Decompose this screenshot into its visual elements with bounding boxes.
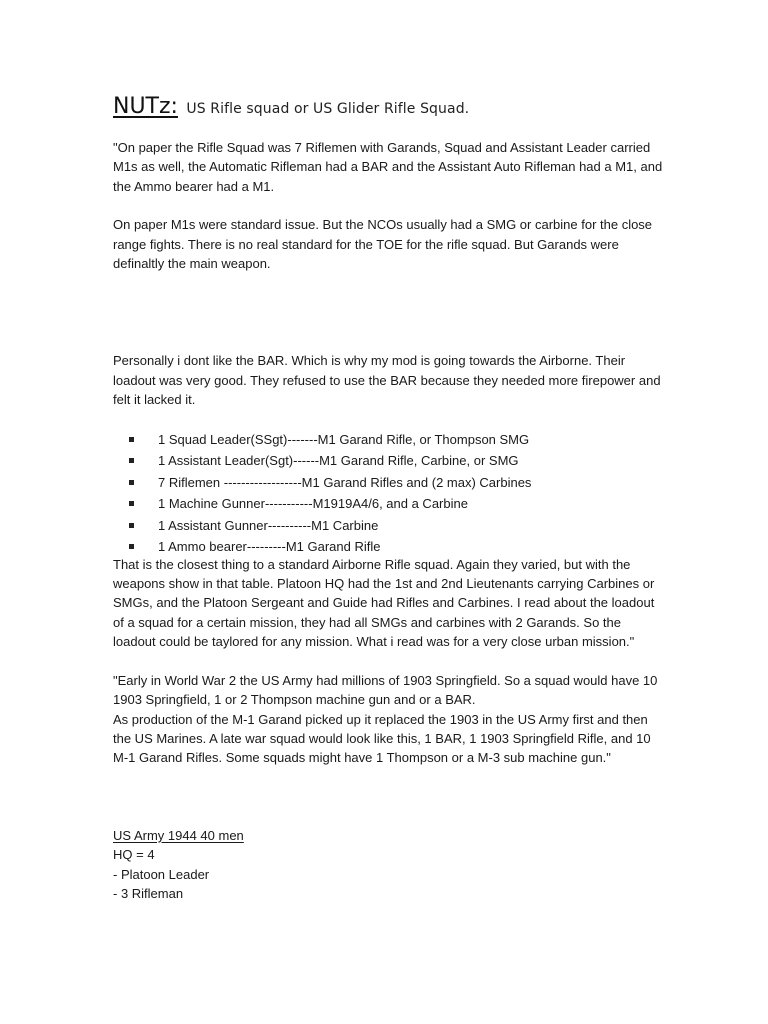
list-item: 7 Riflemen ------------------M1 Garand Rifles and (2 max) Carbines [113, 472, 663, 494]
paragraph-early-war-springfield: "Early in World War 2 the US Army had millions of 1903 Springfield. So a squad would have 10 1903 Springfield, 1 or 2 Thompson machine gun and or a BAR. [113, 672, 658, 708]
square-bullet-icon [129, 523, 134, 528]
army-line-riflemen: - 3 Rifleman [113, 885, 184, 901]
paragraph-airborne-squad: That is the closest thing to a standard Airborne Rifle squad. Again they varied, but with the weapons show in that table. Platoon HQ had the 1st and 2nd Lieutenants carrying Carbines or SMGs, and the Platoon Sergeant and Guide had Rifles and Carbines. I read about the loadout of a squad for a certain mission, they had all SMGs and carbines with 2 Garands. So the loadout could be taylored for any mission. What i read was for a very close urban mission." [113, 556, 655, 650]
army-line-hq: HQ = 4 [113, 847, 155, 863]
army-line-platoon-leader: - Platoon Leader [113, 866, 210, 882]
square-bullet-icon [129, 458, 134, 463]
paragraph-late-war-garand: As production of the M-1 Garand picked up it replaced the 1903 in the US Army first and then the US Marines. A late war squad would look like this, 1 BAR, 1 1903 Springfield Rifle, and 10 M-1 Garand Rifles. Some squads might have 1 Thompson or a M-3 sub machine gun." [113, 711, 651, 766]
list-item: 1 Squad Leader(SSgt)-------M1 Garand Rifle, or Thompson SMG [113, 429, 663, 451]
list-item: 1 Ammo bearer---------M1 Garand Rifle [113, 536, 663, 558]
paragraph-rifle-squad-on-paper: "On paper the Rifle Squad was 7 Riflemen with Garands, Squad and Assistant Leader carried M1s as well, the Automatic Rifleman had a BAR and the Assistant Auto Rifleman had a M1, and the Ammo bearer had a M1. [113, 140, 663, 194]
list-item: 1 Assistant Leader(Sgt)------M1 Garand Rifle, Carbine, or SMG [113, 450, 663, 472]
square-bullet-icon [129, 501, 134, 506]
title-subtitle: US Rifle squad or US Glider Rifle Squad. [186, 101, 470, 117]
title-main: NUTz: [113, 94, 178, 119]
square-bullet-icon [129, 437, 134, 442]
squad-loadout-list [113, 429, 663, 558]
paragraph-m1-standard-issue: On paper M1s were standard issue. But the NCOs usually had a SMG or carbine for the close range fights. There is no real standard for the TOE for the rifle squad. But Garands were definaltly the main weapon. [113, 217, 653, 272]
paragraph-personal-opinion: Personally i dont like the BAR. Which is why my mod is going towards the Airborne. Their loadout was very good. They refused to use the BAR because they needed more firepower and felt it lacked it. [113, 353, 661, 408]
square-bullet-icon [129, 544, 134, 549]
document-title [113, 92, 663, 122]
square-bullet-icon [129, 480, 134, 485]
list-item: 1 Assistant Gunner----------M1 Carbine [113, 515, 663, 537]
section-heading-us-army-1944: US Army 1944 40 men [113, 827, 244, 843]
document-page [113, 92, 663, 903]
list-item: 1 Machine Gunner-----------M1919A4/6, and a Carbine [113, 493, 663, 515]
